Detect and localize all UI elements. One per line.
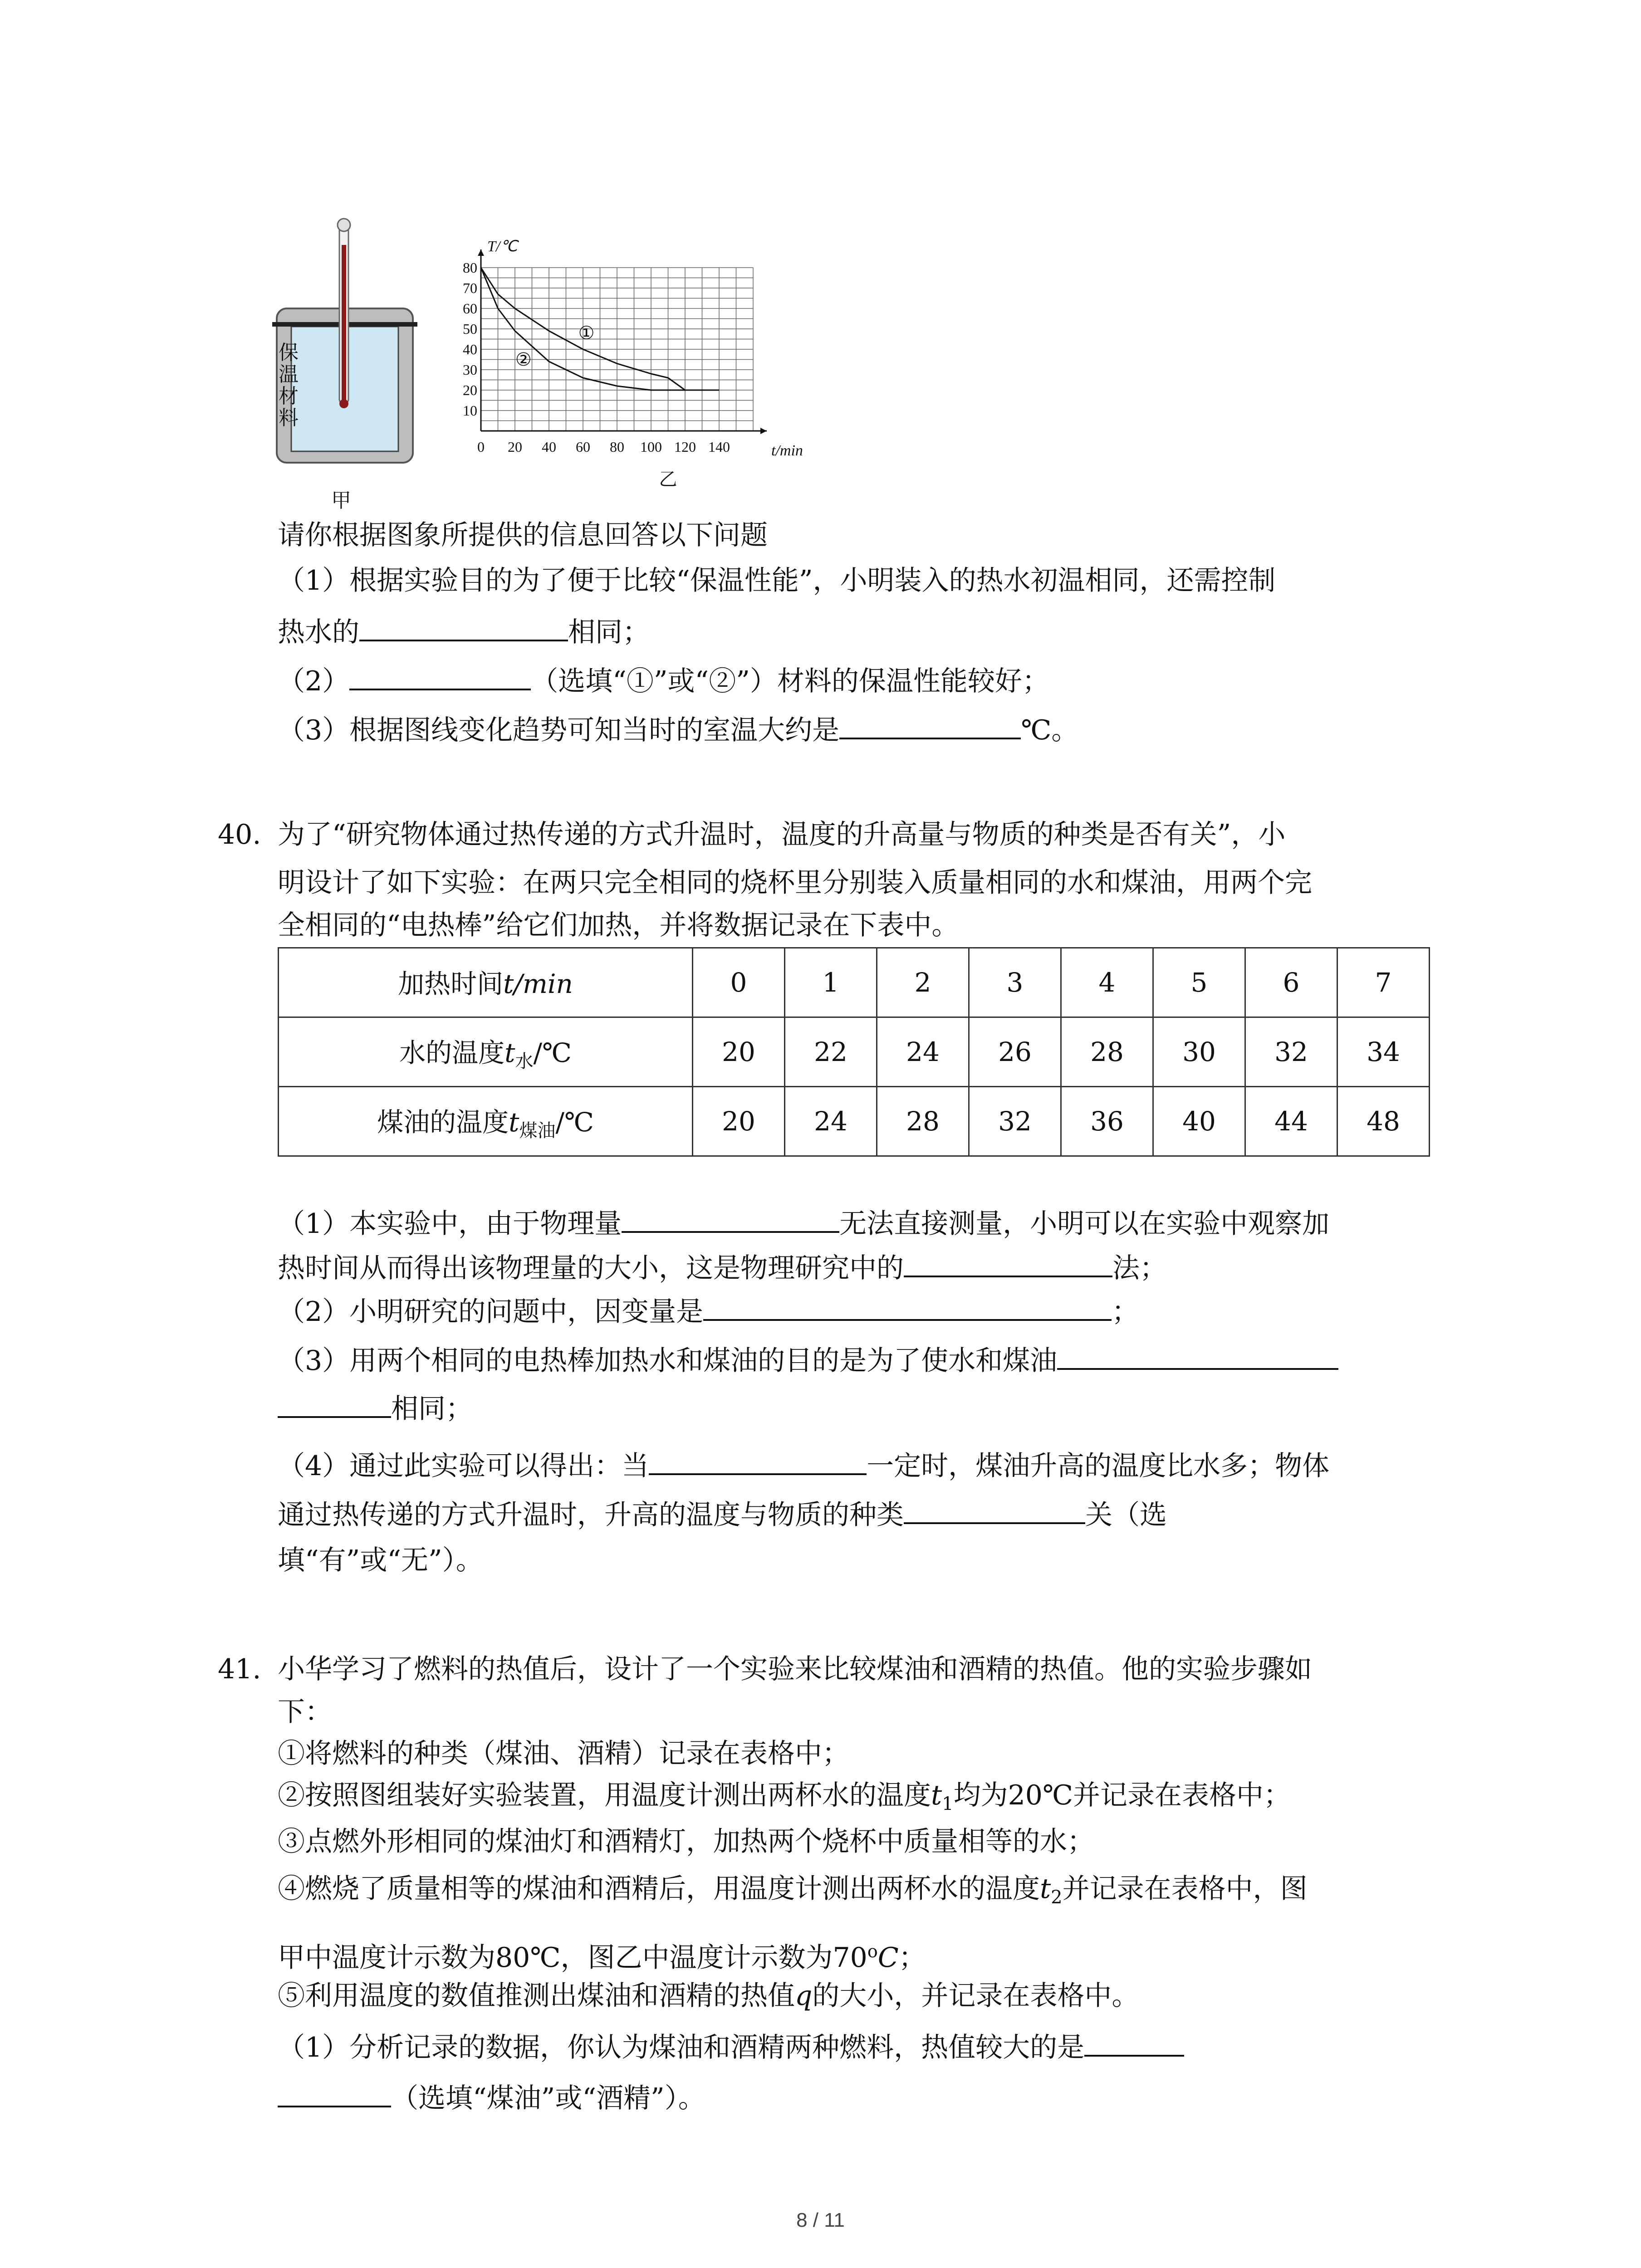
- p41s5-post: 的大小，并记录在表格中。: [812, 1980, 1139, 2012]
- q1-line-b: [278, 611, 650, 650]
- row-label-var: t/min: [503, 968, 573, 999]
- question-41-number: 41.: [218, 1653, 261, 1685]
- thermometer-mercury: [342, 245, 346, 403]
- p41-step-4b: [278, 1933, 926, 1976]
- p40-q2-line: [278, 1291, 1139, 1330]
- p41s4b-pre: 甲中温度计示数为80℃，图乙中温度计示数为70: [278, 1942, 867, 1974]
- y-tick-label: 10: [463, 402, 477, 419]
- insulation-char-4: 料: [279, 406, 299, 430]
- table-cell: 24: [877, 1017, 969, 1087]
- x-tick-label: 120: [674, 439, 696, 455]
- q2-blank[interactable]: [349, 660, 531, 690]
- table-cell: 7: [1337, 948, 1430, 1017]
- table-row-label: [279, 948, 693, 1017]
- table-cell: 26: [969, 1017, 1061, 1087]
- p41-line-1: 小华学习了燃料的热值后，设计了一个实验来比较煤油和酒精的热值。他的实验步骤如: [278, 1653, 1312, 1685]
- p40-q3-blank-a[interactable]: [1057, 1340, 1338, 1370]
- y-tick-label: 70: [463, 280, 477, 296]
- series-label-①: ①: [578, 323, 595, 344]
- p40-line-3: 全相同的“电热棒”给它们加热，并将数据记录在下表中。: [278, 909, 959, 941]
- p40q3b-post: 相同；: [391, 1393, 473, 1425]
- p41-step-3: ③点燃外形相同的煤油灯和酒精灯，加热两个烧杯中质量相等的水；: [278, 1826, 1094, 1857]
- p41s5-var: q: [795, 1980, 813, 2012]
- p40q1b-pre: 热时间从而得出该物理量的大小，这是物理研究中的: [278, 1252, 904, 1284]
- p41-step-1: ①将燃料的种类（煤油、酒精）记录在表格中；: [278, 1738, 849, 1769]
- p40-q3-line-b: [278, 1388, 473, 1427]
- question-40-number: 40.: [218, 819, 261, 850]
- p41-line-2: 下：: [278, 1696, 332, 1728]
- p40q4b-post: 关（选: [1085, 1499, 1167, 1531]
- table-cell: 20: [693, 1017, 785, 1087]
- table-cell: 28: [1061, 1017, 1153, 1087]
- row-label-sub: 煤油: [519, 1120, 556, 1141]
- p41-q1-blank-a[interactable]: [1084, 2027, 1184, 2057]
- x-tick-label: 80: [610, 439, 624, 455]
- p40q2-pre: （2）小明研究的问题中，因变量是: [278, 1296, 704, 1328]
- table-row-label: [279, 1087, 693, 1156]
- p40q1a-pre: （1）本实验中，由于物理量: [278, 1208, 622, 1240]
- q1b-pre: 热水的: [278, 616, 359, 648]
- x-tick-label: 20: [508, 439, 522, 455]
- table-row: [279, 1087, 1430, 1156]
- table-cell: 28: [877, 1087, 969, 1156]
- p40-q2-blank[interactable]: [703, 1291, 1112, 1321]
- p41s4b-post: ；: [898, 1942, 926, 1974]
- p40-q4-blank-2[interactable]: [904, 1494, 1085, 1524]
- p40q1a-post: 无法直接测量，小明可以在实验中观察加: [839, 1208, 1330, 1240]
- q3-post: ℃。: [1021, 714, 1079, 746]
- p40-line-2: 明设计了如下实验：在两只完全相同的烧杯里分别装入质量相同的水和煤油，用两个完: [278, 867, 1312, 899]
- data-table: [278, 947, 1430, 1157]
- table-cell: 0: [693, 948, 785, 1017]
- insulation-char-3: 材: [279, 385, 299, 408]
- p40q4b-pre: 通过热传递的方式升温时，升高的温度与物质的种类: [278, 1499, 904, 1531]
- q1-line-a: （1）根据实验目的为了便于比较“保温性能”，小明装入的热水初温相同，还需控制: [278, 565, 1276, 596]
- p41s4-post: 并记录在表格中，图: [1062, 1873, 1308, 1905]
- table-row-label: [279, 1017, 693, 1087]
- p41s2-var: t: [931, 1779, 942, 1811]
- q2-post: （选填“①”或“②”）材料的保温性能较好；: [531, 665, 1049, 697]
- chart-ticks: [463, 259, 730, 455]
- y-tick-label: 40: [463, 341, 477, 357]
- p40-q1-line-a: [278, 1203, 1329, 1242]
- series-label-②: ②: [515, 349, 532, 370]
- p40-q4-line-c: 填“有”或“无”）。: [278, 1545, 483, 1576]
- row-label-text: 加热时间: [398, 968, 504, 999]
- table-cell: 48: [1337, 1087, 1430, 1156]
- p40-q3-line-a: [278, 1340, 1338, 1379]
- data-table-body: [279, 948, 1430, 1156]
- table-cell: 44: [1245, 1087, 1337, 1156]
- q3-line: [278, 709, 1078, 748]
- q3-blank[interactable]: [839, 709, 1021, 739]
- chart-axes: [478, 249, 767, 434]
- p40-q1-blank-1[interactable]: [622, 1203, 839, 1233]
- page-footer: 8 / 11: [796, 2209, 845, 2231]
- p41s2-post: 均为20℃并记录在表格中；: [953, 1779, 1291, 1811]
- q2-pre: （2）: [278, 665, 350, 697]
- row-label-unit: /℃: [533, 1037, 572, 1068]
- table-cell: 34: [1337, 1017, 1430, 1087]
- table-cell: 36: [1061, 1087, 1153, 1156]
- p41-q1-line-a: [278, 2027, 1184, 2066]
- table-cell: 30: [1153, 1017, 1245, 1087]
- p40-q4-line-a: [278, 1445, 1329, 1484]
- table-cell: 1: [785, 948, 877, 1017]
- figure-yi-chart: [454, 236, 907, 526]
- y-tick-label: 80: [463, 259, 477, 276]
- x-tick-label: 0: [477, 439, 485, 455]
- y-tick-label: 60: [463, 300, 477, 317]
- x-axis-arrow: [760, 428, 767, 434]
- p41s2-sub: 1: [942, 1794, 954, 1814]
- p40q4a-post: 一定时，煤油升高的温度比水多；物体: [867, 1450, 1330, 1482]
- y-tick-label: 20: [463, 382, 477, 398]
- p40q3a-pre: （3）用两个相同的电热棒加热水和煤油的目的是为了使水和煤油: [278, 1345, 1058, 1377]
- thermometer-cap: [338, 219, 350, 231]
- x-axis-label: t/min: [771, 442, 803, 459]
- table-cell: 32: [1245, 1017, 1337, 1087]
- table-cell: 3: [969, 948, 1061, 1017]
- table-cell: 6: [1245, 948, 1337, 1017]
- table-cell: 24: [785, 1087, 877, 1156]
- q1b-post: 相同；: [568, 616, 650, 648]
- p41s4b-sup: o: [867, 1941, 878, 1961]
- p40-q4-line-b: [278, 1494, 1167, 1533]
- y-tick-label: 30: [463, 362, 477, 378]
- table-row: [279, 948, 1430, 1017]
- p41-step-4: [278, 1871, 1308, 1916]
- x-tick-label: 100: [640, 439, 662, 455]
- label-yi: 乙: [659, 469, 677, 490]
- p41s4b-unit: C: [877, 1942, 899, 1974]
- table-row: [279, 1017, 1430, 1087]
- p40-q1-line-b: [278, 1247, 1167, 1286]
- table-cell: 4: [1061, 948, 1153, 1017]
- row-label-text: 煤油的温度: [377, 1106, 509, 1138]
- p41s4-pre: ④燃烧了质量相等的煤油和酒精后，用温度计测出两杯水的温度: [278, 1873, 1040, 1905]
- table-cell: 5: [1153, 948, 1245, 1017]
- thermometer-bulb: [339, 399, 348, 408]
- p41-q1-blank-b[interactable]: [278, 2077, 391, 2107]
- y-axis-arrow: [478, 249, 484, 256]
- p40-q1-blank-2[interactable]: [904, 1247, 1112, 1277]
- table-cell: 32: [969, 1087, 1061, 1156]
- q1-blank[interactable]: [359, 611, 568, 641]
- p41s4-sub: 2: [1051, 1887, 1063, 1908]
- p41s5-pre: ⑤利用温度的数值推测出煤油和酒精的热值: [278, 1980, 795, 2012]
- table-cell: 20: [693, 1087, 785, 1156]
- p41q1a-text: （1）分析记录的数据，你认为煤油和酒精两种燃料，热值较大的是: [278, 2032, 1085, 2063]
- row-label-sub: 水: [515, 1051, 534, 1072]
- p40-line-1: 为了“研究物体通过热传递的方式升温时，温度的升高量与物质的种类是否有关”，小: [278, 819, 1286, 850]
- x-tick-label: 140: [708, 439, 730, 455]
- row-label-var: t: [505, 1037, 515, 1068]
- p40-q4-blank-1[interactable]: [649, 1445, 867, 1475]
- x-tick-label: 60: [576, 439, 590, 455]
- label-jia: 甲: [331, 489, 351, 512]
- y-axis-label: T/℃: [487, 238, 518, 255]
- row-label-unit: /℃: [555, 1106, 594, 1138]
- insulation-char-1: 保: [279, 341, 299, 364]
- row-label-var: t: [509, 1106, 519, 1138]
- p40q2-post: ；: [1112, 1296, 1139, 1328]
- insulation-char-2: 温: [279, 363, 299, 386]
- p40q1b-post: 法；: [1112, 1252, 1167, 1284]
- q3-pre: （3）根据图线变化趋势可知当时的室温大约是: [278, 714, 840, 746]
- p40-q3-blank-b[interactable]: [278, 1388, 391, 1418]
- p41-step-5: [278, 1978, 1139, 2014]
- p41q1b-post: （选填“煤油”或“酒精”）。: [391, 2082, 705, 2114]
- figure-jia: [272, 213, 422, 522]
- table-cell: 40: [1153, 1087, 1245, 1156]
- p41-step-2: [278, 1777, 1291, 1822]
- p41s4-var: t: [1040, 1873, 1051, 1905]
- row-label-text: 水的温度: [399, 1037, 505, 1068]
- table-cell: 2: [877, 948, 969, 1017]
- y-tick-label: 50: [463, 321, 477, 337]
- x-tick-label: 40: [542, 439, 556, 455]
- intro-line: 请你根据图象所提供的信息回答以下问题: [278, 519, 768, 551]
- p41s2-pre: ②按照图组装好实验装置，用温度计测出两杯水的温度: [278, 1779, 931, 1811]
- p40q4a-pre: （4）通过此实验可以得出：当: [278, 1450, 649, 1482]
- p41-q1-line-b: [278, 2077, 705, 2116]
- table-cell: 22: [785, 1017, 877, 1087]
- q2-line: [278, 660, 1049, 699]
